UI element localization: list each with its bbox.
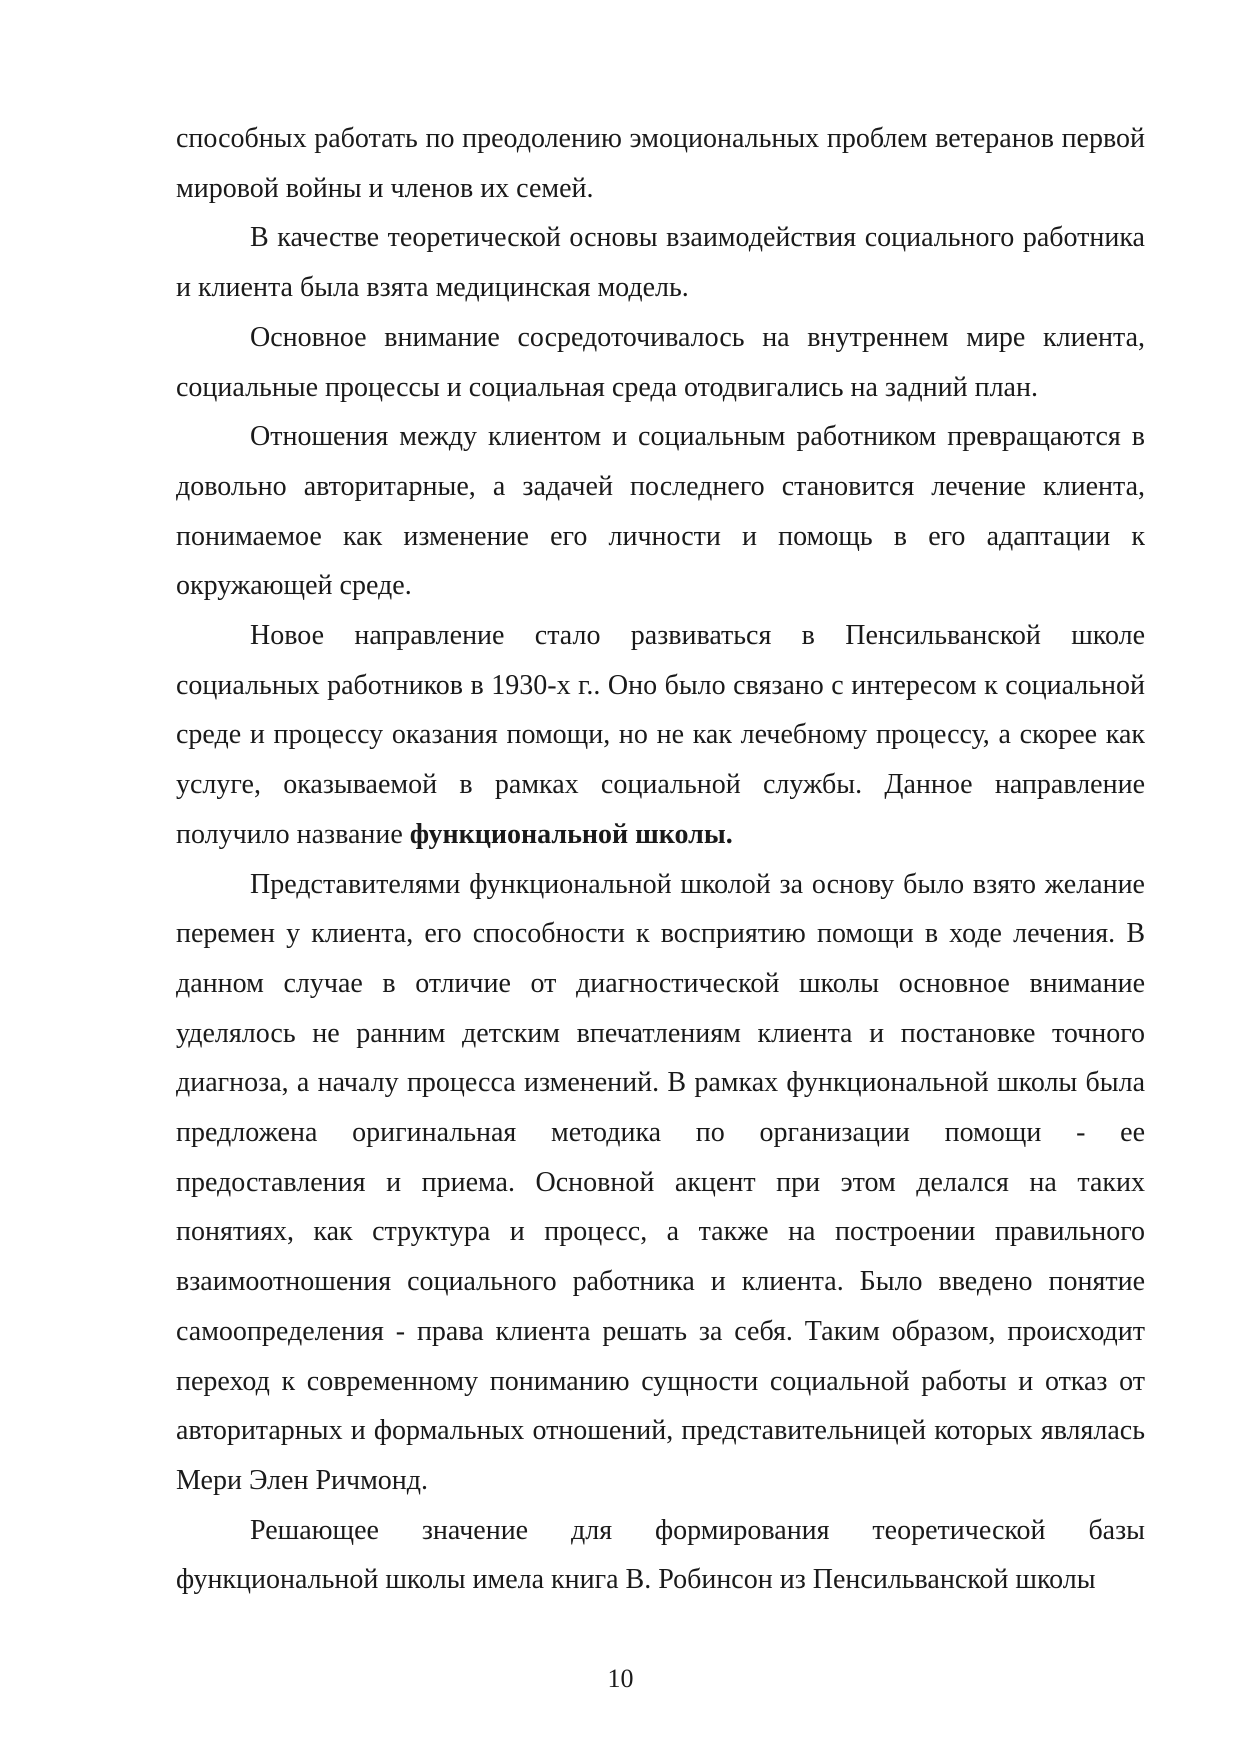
paragraph-6-text: Представителями функциональной школой за основу было взято желание перемен у клиента, его способности к восприятию помощи в ходе лечения. В данном случае в отличие от диагностической школы основное внимание уделялось не ранним детским впечатлениям клиента и постановке точного диагноза, а началу процесса изменений. В рамках функциональной школы была предложена оригинальная методика по организации помощи - ее предоставления и приема. Основной акцент при этом делался на таких понятиях, как структура и процесс, а также на построении правильного взаимоотношения социального работника и клиента. Было введено понятие самоопределения - права клиента решать за себя. Таким образом, происходит переход к современному пониманию сущности социальной работы и отказ от авторитарных и формальных отношений, представительницей которых являлась Мери Элен Ричмонд. (176, 868, 1145, 1496)
paragraph-3 (176, 313, 1145, 412)
paragraph-5 (176, 611, 1145, 860)
paragraph-5-bold-term: функциональной школы. (409, 818, 733, 850)
body-text (176, 114, 1145, 1605)
paragraph-1 (176, 114, 1145, 213)
paragraph-3-text: Основное внимание сосредоточивалось на внутреннем мире клиента, социальные процессы и социальная среда отодвигались на задний план. (176, 321, 1145, 403)
paragraph-2-text: В качестве теоретической основы взаимодействия социального работника и клиента была взята медицинская модель. (176, 222, 1145, 304)
paragraph-7-text: Решающее значение для формирования теоретической базы функциональной школы имела книга В. Робинсон из Пенсильванской школы (176, 1514, 1145, 1596)
paragraph-7 (176, 1506, 1145, 1605)
paragraph-4-text: Отношения между клиентом и социальным работником превращаются в довольно авторитарные, а задачей последнего становится лечение клиента, понимаемое как изменение его личности и помощь в его адаптации к окружающей среде. (176, 421, 1145, 602)
paragraph-4 (176, 412, 1145, 611)
paragraph-1-text: способных работать по преодолению эмоциональных проблем ветеранов первой мировой войны и членов их семей. (176, 123, 1145, 204)
page-number: 10 (607, 1664, 634, 1693)
paragraph-6 (176, 860, 1145, 1506)
paragraph-5-text: Новое направление стало развиваться в Пенсильванской школе социальных работников в 1930-х г.. Оно было связано с интересом к социальной среде и процессу оказания помощи, но не как лечебному процессу, а скорее как услуге, оказываемой в рамках социальной службы. Данное направление получило название (176, 620, 1145, 850)
paragraph-2 (176, 213, 1145, 312)
